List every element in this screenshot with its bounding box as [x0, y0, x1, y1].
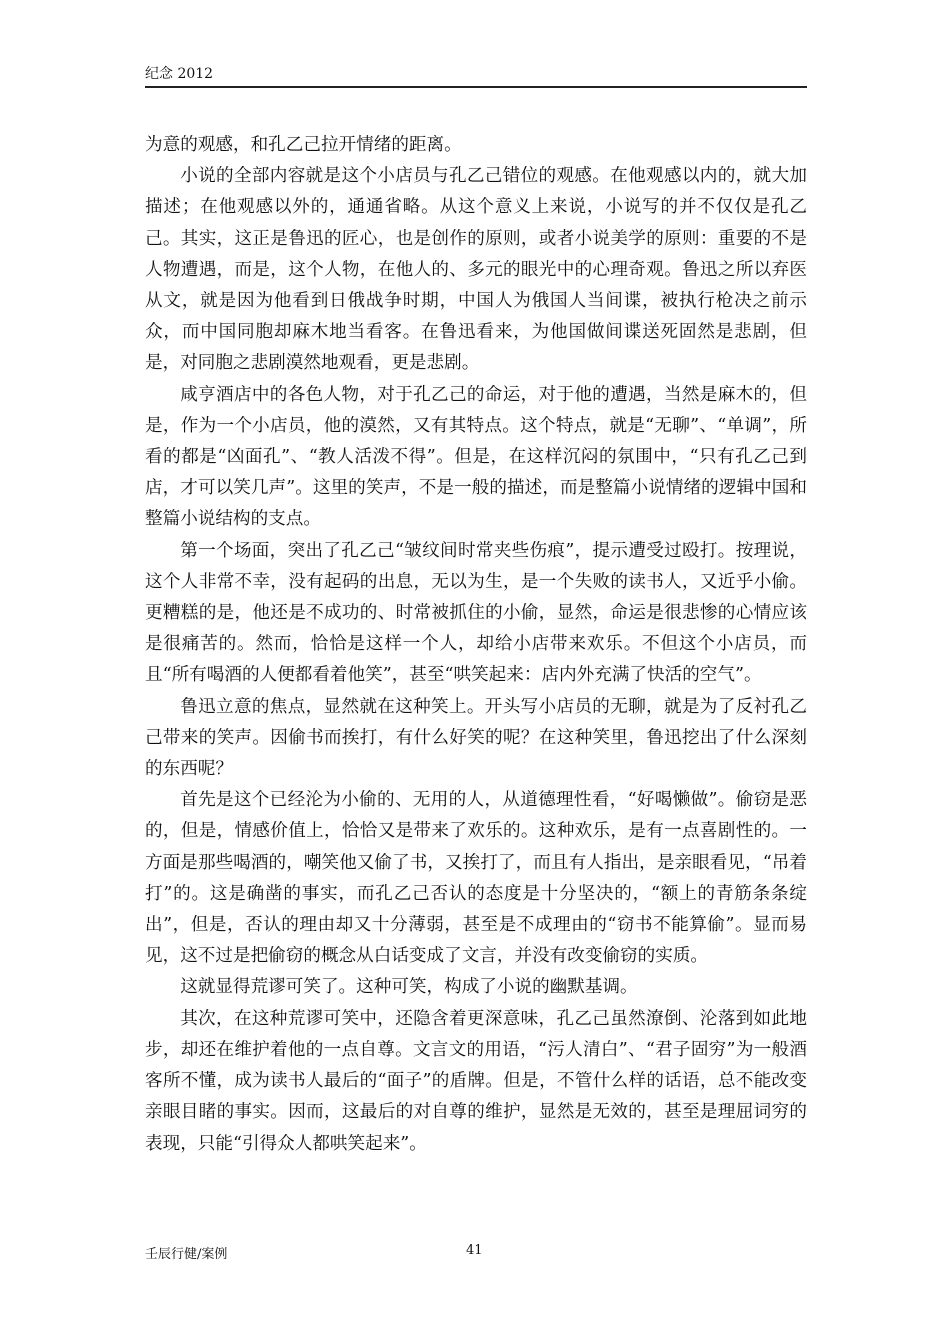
paragraph: 鲁迅立意的焦点，显然就在这种笑上。开头写小店员的无聊，就是为了反衬孔乙己带来的笑声。因偷书而挨打，有什么好笑的呢？在这种笑里，鲁迅挖出了什么深刻的东西呢？: [145, 696, 807, 780]
paragraph: 咸亨酒店中的各色人物，对于孔乙己的命运，对于他的遭遇，当然是麻木的，但是，作为一个小店员，他的漠然，又有其特点。这个特点，就是“无聊”、“单调”，所看的都是“凶面孔”、“教人活泼不得”。但是，在这样沉闷的氛围中，“只有孔乙己到店，才可以笑几声”。这里的笑声，不是一般的描述，而是整篇小说情绪的逻辑中国和整篇小说结构的支点。: [145, 384, 807, 530]
paragraph: 小说的全部内容就是这个小店员与孔乙己错位的观感。在他观感以内的，就大加描述；在他观感以外的，通通省略。从这个意义上来说，小说写的并不仅仅是孔乙己。其实，这正是鲁迅的匠心，也是创作的原则，或者小说美学的原则：重要的不是人物遭遇，而是，这个人物，在他人的、多元的眼光中的心理奇观。鲁迅之所以弃医从文，就是因为他看到日俄战争时期，中国人为俄国人当间谍，被执行枪决之前示众，而中国同胞却麻木地当看客。在鲁迅看来，为他国做间谍送死固然是悲剧，但是，对同胞之悲剧漠然地观看，更是悲剧。: [145, 166, 807, 374]
page-header: [145, 64, 807, 88]
paragraph: 其次，在这种荒谬可笑中，还隐含着更深意味，孔乙己虽然潦倒、沦落到如此地步，却还在维护着他的一点自尊。文言文的用语，“污人清白”、“君子固穷”为一般酒客所不懂，成为读书人最后的“面子”的盾牌。但是，不管什么样的话语，总不能改变亲眼目睹的事实。因而，这最后的对自尊的维护，显然是无效的，甚至是理屈词穷的表现，只能“引得众人都哄笑起来”。: [145, 1008, 807, 1154]
footer-label: 壬辰行健/案例: [145, 1247, 228, 1262]
paragraph: 第一个场面，突出了孔乙己“皱纹间时常夹些伤痕”，提示遭受过殴打。按理说，这个人非常不幸，没有起码的出息，无以为生，是一个失败的读书人，又近乎小偷。更糟糕的是，他还是不成功的、时常被抓住的小偷，显然，命运是很悲惨的心情应该是很痛苦的。然而，恰恰是这样一个人，却给小店带来欢乐。不但这个小店员，而且“所有喝酒的人便都看着他笑”，甚至“哄笑起来：店内外充满了快活的空气”。: [145, 540, 807, 686]
header-title: 纪念 2012: [145, 66, 214, 82]
paragraph: 这就显得荒谬可笑了。这种可笑，构成了小说的幽默基调。: [180, 977, 638, 998]
page-number: 41: [466, 1243, 483, 1258]
paragraph: 为意的观感，和孔乙己拉开情绪的距离。: [145, 135, 462, 155]
body-text: [145, 130, 807, 1160]
paragraph: 首先是这个已经沦为小偷的、无用的人，从道德理性看，“好喝懒做”。偷窃是恶的，但是，情感价值上，恰恰又是带来了欢乐的。这种欢乐，是有一点喜剧性的。一方面是那些喝酒的，嘲笑他又偷了书，又挨打了，而且有人指出，是亲眼看见，“吊着打”的。这是确凿的事实，而孔乙己否认的态度是十分坚决的，“额上的青筋条条绽出”，但是，否认的理由却又十分薄弱，甚至是不成理由的“窃书不能算偷”。显而易见，这不过是把偷窃的概念从白话变成了文言，并没有改变偷窃的实质。: [145, 790, 807, 967]
